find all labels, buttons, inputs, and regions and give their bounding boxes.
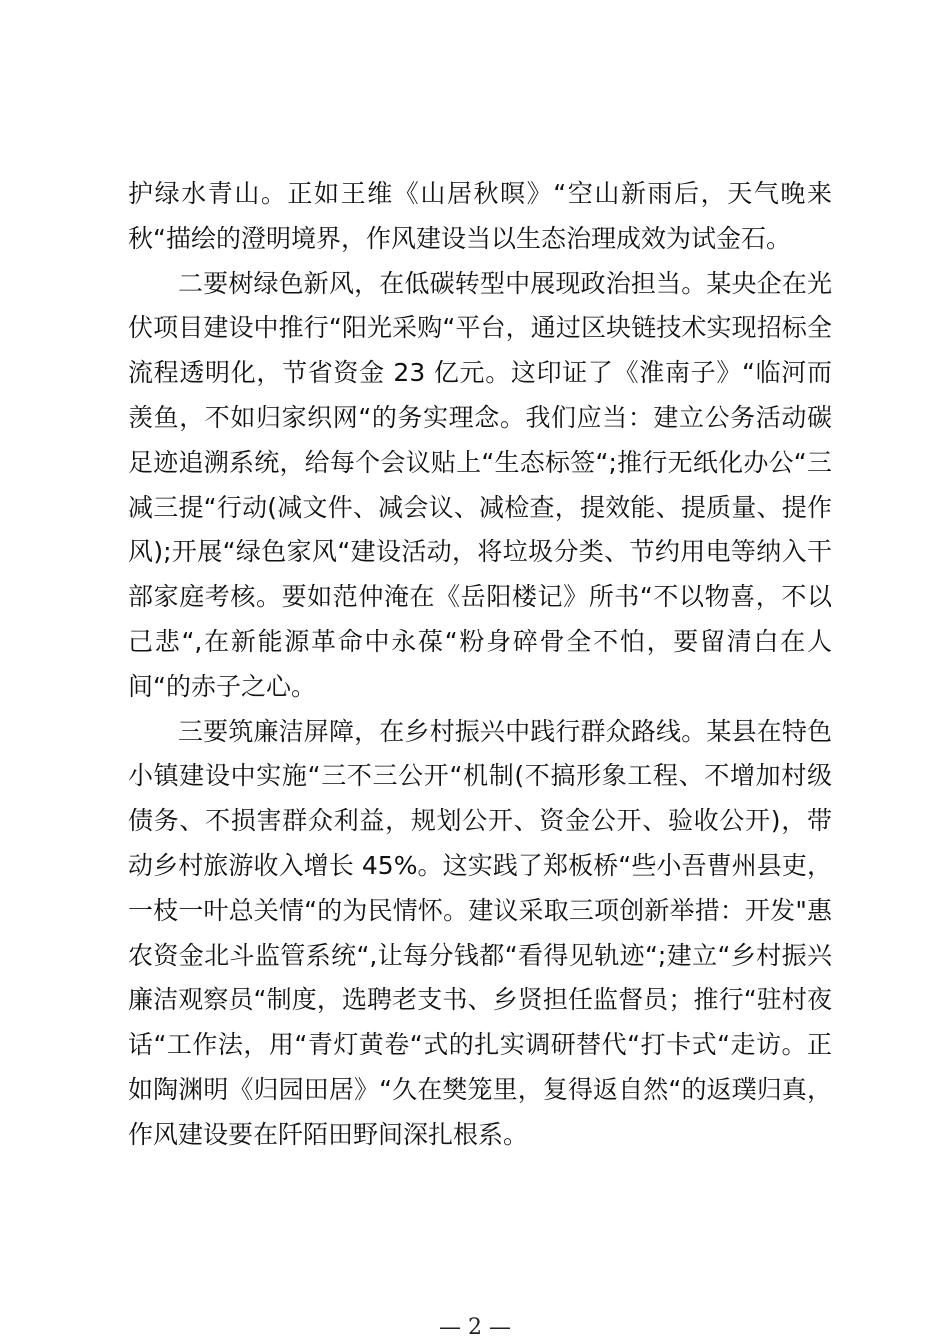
- body-text: [128, 172, 832, 1158]
- paragraph-integrity-barrier: 三要筑廉洁屏障，在乡村振兴中践行群众路线。某县在特色小镇建设中实施“三不三公开“机制(不搞形象工程、不增加村级债务、不损害群众利益，规划公开、资金公开、验收公开)，带动乡村旅游收入增长 45%。这实践了郑板桥“些小吾曹州县吏，一枝一叶总关情“的为民情怀。建议采取三项创新举措：开发"惠农资金北斗监管系统“,让每分钱都“看得见轨迹“;建立“乡村振兴廉洁观察员“制度，选聘老支书、乡贤担任监督员；推行“驻村夜话“工作法，用“青灯黄卷“式的扎实调研替代“打卡式“走访。正如陶渊明《归园田居》“久在樊笼里，复得返自然“的返璞归真，作风建设要在阡陌田野间深扎根系。: [128, 716, 832, 1149]
- page-number: — 2 —: [439, 1315, 511, 1340]
- paragraph-continuation: 护绿水青山。正如王维《山居秋暝》“空山新雨后，天气晚来秋“描绘的澄明境界，作风建设当以生态治理成效为试金石。: [128, 179, 832, 253]
- paragraph-green-style: 二要树绿色新风，在低碳转型中展现政治担当。某央企在光伏项目建设中推行“阳光采购“平台，通过区块链技术实现招标全流程透明化，节省资金 23 亿元。这印证了《淮南子》“临河而羡鱼，不如归家织网“的务实理念。我们应当：建立公务活动碳足迹追溯系统，给每个会议贴上“生态标签“;推行无纸化办公“三减三提“行动(减文件、减会议、减检查，提效能、提质量、提作风);开展“绿色家风“建设活动，将垃圾分类、节约用电等纳入干部家庭考核。要如范仲淹在《岳阳楼记》所书“不以物喜，不以己悲“,在新能源革命中永葆“粉身碎骨全不怕，要留清白在人间“的赤子之心。: [128, 268, 832, 701]
